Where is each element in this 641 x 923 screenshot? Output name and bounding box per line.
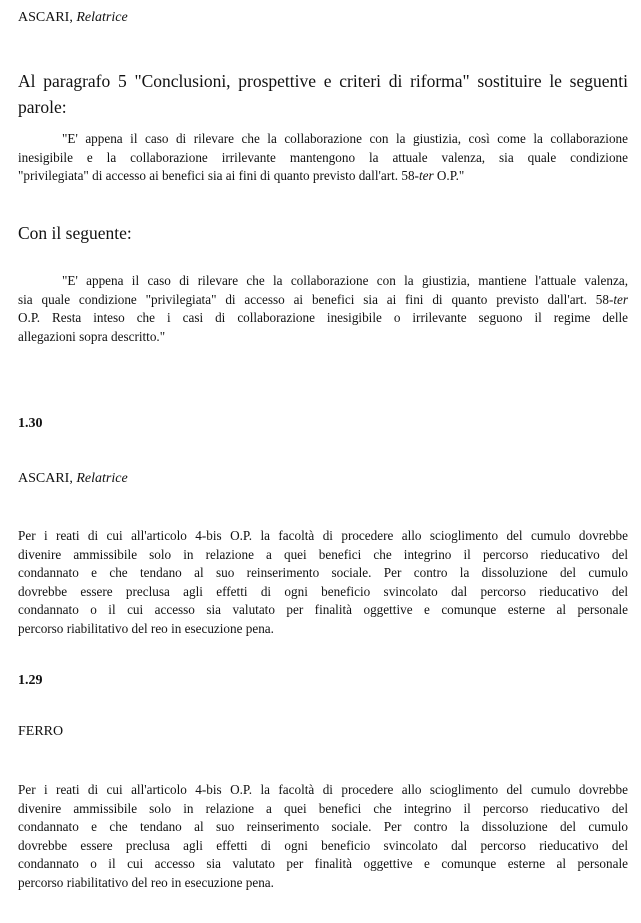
quote-line: "E' appena il caso di rilevare che la collaborazione con la giustizia, così come la collaborazione bbox=[62, 131, 628, 146]
quote-line: "E' appena il caso di rilevare che la collaborazione con la giustizia, mantiene l'attuale valenza, bbox=[62, 273, 628, 288]
body-line: condannato o il cui accesso sia valutato per finalità oggettive e comunque esterne al personale bbox=[18, 602, 628, 617]
quote-text: O.P." bbox=[433, 168, 465, 183]
body-line: condannato e che tendano al suo reinserimento sociale. Per contro la dissoluzione del cumulo bbox=[18, 565, 628, 580]
quote-text: sia quale condizione "privilegiata" di accesso ai benefici sia ai fini di quanto previsto dall'art. 58- bbox=[18, 291, 614, 307]
quote-italic: ter bbox=[418, 168, 434, 183]
quote-line: allegazioni sopra descritto." bbox=[18, 328, 166, 344]
body-line: condannato e che tendano al suo reinserimento sociale. Per contro la dissoluzione del cumulo bbox=[18, 819, 628, 834]
body-line: dovrebbe essere preclusa agli effetti di ogni beneficio svincolato dal percorso rieducativo del bbox=[18, 583, 628, 599]
quoted-text-replacement bbox=[18, 272, 628, 346]
speaker-heading bbox=[18, 10, 628, 26]
speaker-role: Relatrice bbox=[76, 471, 128, 486]
speaker-name: ASCARI, bbox=[18, 471, 73, 486]
replacement-intro: Con il seguente: bbox=[18, 223, 132, 243]
amendment-body bbox=[18, 781, 628, 892]
amendment-number: 1.30 bbox=[18, 416, 43, 431]
amendment-number: 1.29 bbox=[18, 673, 43, 688]
speaker-heading bbox=[18, 471, 628, 487]
quote-line: inesigibile e la collaborazione irrilevante mantengono la attuale valenza, sia quale condizione bbox=[18, 149, 628, 165]
quote-line: O.P. Resta inteso che i casi di collaborazione inesigibile o irrilevante seguono il regime delle bbox=[18, 310, 628, 325]
quote-line bbox=[18, 291, 628, 310]
body-line: Per i reati di cui all'articolo 4-bis O.P. la facoltà di procedere allo scioglimento del cumulo dovrebbe bbox=[18, 528, 628, 543]
body-line: percorso riabilitativo del reo in esecuzione pena. bbox=[18, 874, 274, 890]
amendment-intro-line: Al paragrafo 5 "Conclusioni, prospettive e criteri di riforma" sostituire le seguenti bbox=[18, 71, 628, 91]
speaker-heading: FERRO bbox=[18, 724, 64, 739]
body-line: condannato o il cui accesso sia valutato per finalità oggettive e comunque esterne al personale bbox=[18, 856, 628, 871]
body-line: dovrebbe essere preclusa agli effetti di ogni beneficio svincolato dal percorso rieducativo del bbox=[18, 837, 628, 853]
body-line: divenire ammissibile solo in relazione a quei benefici che integrino il percorso rieducativo del bbox=[18, 800, 628, 816]
amendment-intro bbox=[18, 68, 628, 120]
quote-line bbox=[18, 167, 628, 186]
amendment-body bbox=[18, 527, 628, 638]
body-line: Per i reati di cui all'articolo 4-bis O.P. la facoltà di procedere allo scioglimento del cumulo dovrebbe bbox=[18, 782, 628, 797]
quote-text: "privilegiata" di accesso ai benefici sia ai fini di quanto previsto dall'art. 58- bbox=[18, 168, 419, 183]
speaker-name: ASCARI, bbox=[18, 10, 73, 25]
body-line: percorso riabilitativo del reo in esecuzione pena. bbox=[18, 620, 274, 636]
body-line: divenire ammissibile solo in relazione a quei benefici che integrino il percorso rieducativo del bbox=[18, 546, 628, 562]
quoted-text-original bbox=[18, 130, 628, 186]
amendment-intro-line: parole: bbox=[18, 97, 67, 117]
speaker-role: Relatrice bbox=[76, 10, 128, 25]
quote-italic: ter bbox=[613, 291, 628, 307]
